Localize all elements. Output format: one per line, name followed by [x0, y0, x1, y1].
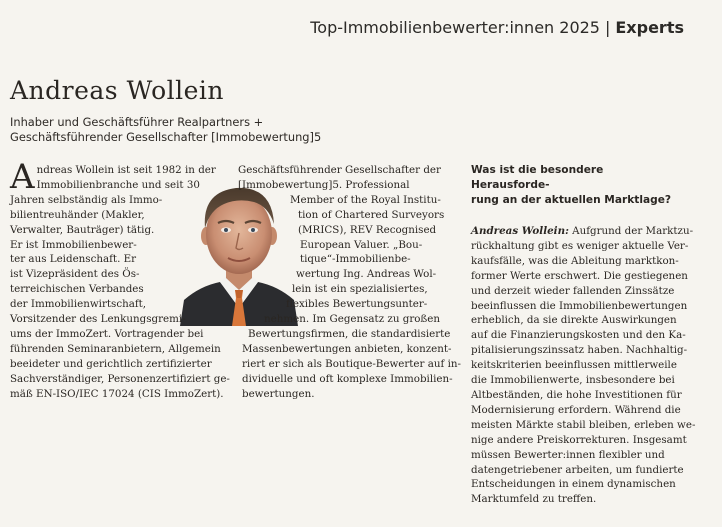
speaker-name: Andreas Wollein: — [471, 225, 569, 237]
profile-roles — [10, 115, 321, 145]
dropcap-letter: A — [10, 157, 35, 197]
bio-line: ist Vizepräsident des Ös- — [10, 268, 140, 281]
answer-line: beeinflussen die Immobilienbewertungen — [471, 299, 688, 312]
bio-line: European Valuer. „Bou- — [300, 238, 423, 251]
answer-line: die Immobilienwerte, insbesondere bei — [471, 374, 675, 387]
bio-line: führenden Seminaranbietern, Allgemein — [10, 342, 221, 355]
bio-line: mäß EN-ISO/IEC 17024 (CIS ImmoZert). — [10, 387, 224, 400]
bio-line: tion of Chartered Surveyors — [298, 208, 445, 221]
answer-line: pitalisierungszinssatz haben. Nachhaltig- — [471, 344, 688, 357]
bio-line: Bewertungsfirmen, die standardisierte — [248, 327, 451, 340]
category-label: Experts — [615, 18, 684, 37]
answer-line: erheblich, da sie direkte Auswirkungen — [471, 314, 677, 327]
answer-line: Andreas Wollein: Aufgrund der Marktzu- — [471, 225, 694, 237]
answer-line: nige andere Preiskorrekturen. Insgesamt — [471, 433, 687, 446]
section-title: Top-Immobilienbewerter:innen 2025 — [310, 18, 600, 37]
answer-line: Altbeständen, die hohe Investitionen für — [471, 388, 682, 401]
answer-line: former Werte erschwert. Die gestiegenen — [471, 269, 688, 282]
answer-line: Modernisierung erfordern. Während die — [471, 403, 681, 416]
bio-line: tique“-Immobilienbe- — [300, 253, 411, 266]
page-header — [310, 18, 684, 37]
answer-line: datengetriebener arbeiten, um fundierte — [471, 463, 684, 476]
bio-line: ter aus Leidenschaft. Er — [10, 253, 137, 266]
bio-line: (MRICS), REV Recognised — [298, 223, 437, 236]
bio-line: bilientreuhänder (Makler, — [10, 208, 145, 221]
answer-line: keitskriterien beeinflussen mittlerweile — [471, 359, 677, 372]
bio-line: Immobilienbranche und seit 30 — [36, 178, 200, 191]
bio-line: Sachverständiger, Personenzertifiziert ge- — [10, 372, 230, 385]
role-line-1: Inhaber und Geschäftsführer Realpartners + — [10, 115, 264, 129]
answer-line: Entscheidungen in einem dynamischen — [471, 478, 676, 491]
interview-question: Was ist die besondere Herausforde- rung an der aktuellen Marktlage? — [471, 164, 672, 206]
bio-line: terreichischen Verbandes — [10, 283, 144, 296]
bio-line: beeideter und gerichtlich zertifizierter — [10, 357, 212, 370]
role-line-2: Geschäftsführender Gesellschafter [Immobewertung]5 — [10, 130, 322, 144]
answer-line: Marktumfeld zu treffen. — [471, 493, 597, 506]
header-separator: | — [604, 18, 611, 37]
bio-column-1 — [10, 157, 230, 402]
bio-line: [Immobewertung]5. Professional — [238, 178, 410, 191]
bio-column-2 — [238, 163, 460, 402]
bio-line: bewertungen. — [242, 387, 315, 400]
bio-line: der Immobilienwirtschaft, — [10, 298, 147, 311]
interview-column — [471, 163, 696, 507]
bio-line: wertung Ing. Andreas Wol- — [296, 268, 437, 281]
answer-line: müssen Bewerter:innen flexibler und — [471, 448, 665, 461]
bio-line: riert er sich als Boutique-Bewerter auf in- — [242, 357, 461, 370]
bio-line: Verwalter, Bauträger) tätig. — [10, 223, 155, 236]
bio-line: Geschäftsführender Gesellschafter der — [238, 164, 441, 176]
bio-line: dividuelle und oft komplexe Immobilien- — [242, 372, 453, 385]
profile-name: Andreas Wollein — [10, 76, 225, 105]
bio-line: nehmen. Im Gegensatz zu großen — [264, 313, 441, 326]
bio-line: Vorsitzender des Lenkungsgremi- — [10, 313, 186, 326]
bio-line: lein ist ein spezialisiertes, — [292, 283, 428, 296]
answer-line: und derzeit wieder fallenden Zinssätze — [471, 284, 675, 297]
answer-line: kaufsfälle, was die Ableitung marktkon- — [471, 254, 679, 267]
bio-line: flexibles Bewertungsunter- — [286, 298, 428, 311]
answer-line: meisten Märkte stabil bleiben, erleben we- — [471, 418, 696, 431]
bio-line: Massenbewertungen anbieten, konzent- — [242, 342, 452, 355]
bio-line: Andreas Wollein ist seit 1982 in der — [10, 157, 216, 197]
bio-line: Member of the Royal Institu- — [290, 193, 441, 206]
bio-line: Er ist Immobilienbewer- — [10, 238, 137, 251]
answer-line: auf die Finanzierungskosten und den Ka- — [471, 329, 686, 342]
bio-line: ums der ImmoZert. Vortragender bei — [10, 327, 204, 340]
answer-line: rückhaltung gibt es weniger aktuelle Ver- — [471, 239, 689, 252]
bio-line: Jahren selbständig als Immo- — [10, 193, 163, 206]
